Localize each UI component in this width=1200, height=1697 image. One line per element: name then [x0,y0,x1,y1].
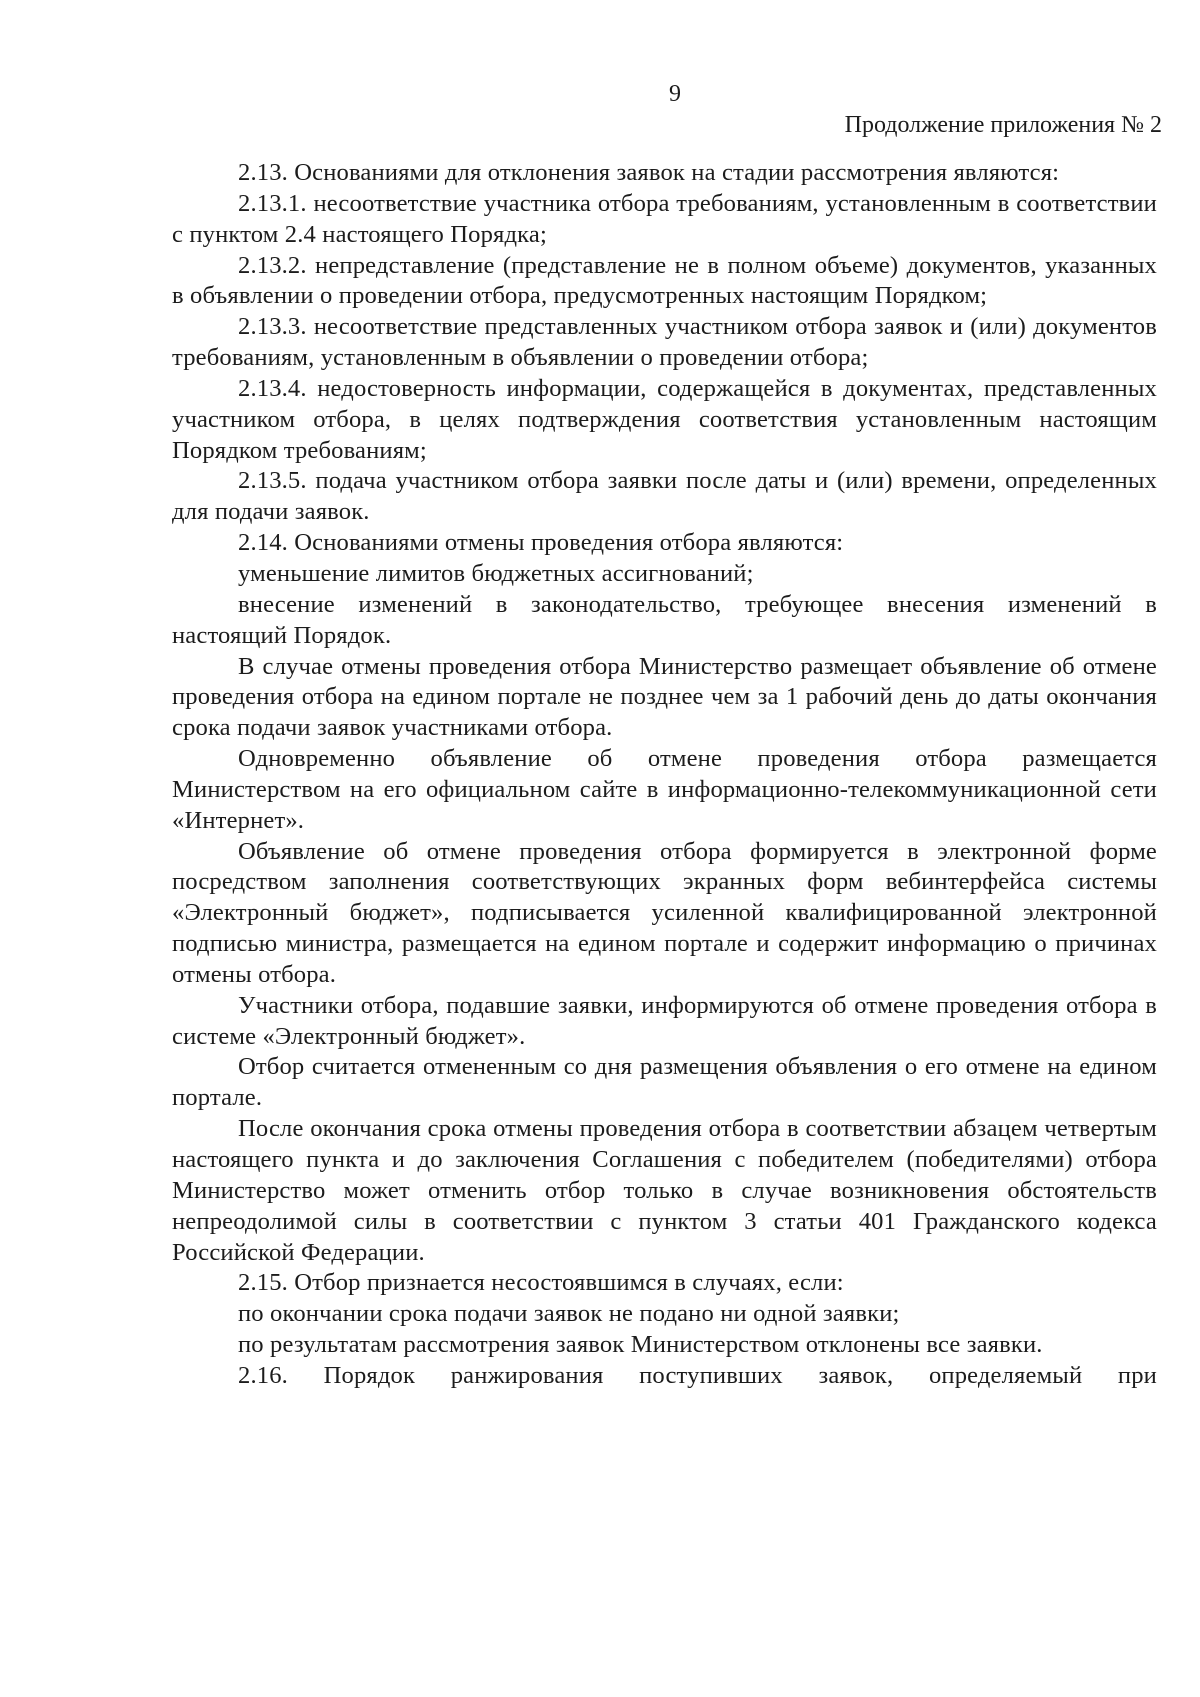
paragraph-2-16: 2.16. Порядок ранжирования поступивших заявок, определяемый при [238,1361,1157,1389]
paragraph-2-15-item-2: по результатам рассмотрения заявок Министерством отклонены все заявки. [238,1331,1043,1359]
paragraph-2-13-4: 2.13.4. недостоверность информации, содержащейся в документах, представленных участником отбора, в целях подтверждения соответствия установленным настоящим Порядком требованиям; [172,374,1157,464]
paragraph-2-13-2: 2.13.2. непредставление (представление не в полном объеме) документов, указанных в объявлении о проведении отбора, предусмотренных настоящим Порядком; [172,251,1157,310]
paragraph-2-15-item-1: по окончании срока подачи заявок не подано ни одной заявки; [238,1300,900,1328]
paragraph-2-13-3: 2.13.3. несоответствие представленных участником отбора заявок и (или) документов требованиям, установленным в объявлении о проведении отбора; [172,313,1157,372]
paragraph-2-13-1: 2.13.1. несоответствие участника отбора требованиям, установленным в соответствии с пунктом 2.4 настоящего Порядка; [172,189,1157,248]
paragraph-2-14-item-1: уменьшение лимитов бюджетных ассигнований; [238,559,754,587]
paragraph-2-15: 2.15. Отбор признается несостоявшимся в случаях, если: [238,1269,844,1297]
page-number: 9 [669,81,681,107]
paragraph-cancel-announcement: В случае отмены проведения отбора Министерство размещает объявление об отмене проведения отбора на едином портале не позднее чем за 1 рабочий день до даты окончания срока подачи заявок участниками отбора. [172,652,1157,742]
paragraph-2-14-item-2: внесение изменений в законодательство, требующее внесения изменений в настоящий Порядок. [172,590,1157,649]
paragraph-2-13: 2.13. Основаниями для отклонения заявок на стадии рассмотрения являются: [238,159,1060,186]
paragraph-simultaneous-posting: Одновременно объявление об отмене проведения отбора размещается Министерством на его официальном сайте в информационно-телекоммуникационной сети «Интернет». [172,745,1157,834]
paragraph-participants-informed: Участники отбора, подавшие заявки, информируются об отмене проведения отбора в системе «Электронный бюджет». [172,991,1157,1050]
paragraph-cancel-effective: Отбор считается отмененным со дня размещения объявления о его отмене на едином портале. [172,1053,1157,1112]
paragraph-force-majeure: После окончания срока отмены проведения отбора в соответствии абзацем четвертым настоящего пункта и до заключения Соглашения с победителем (победителями) отбора Министерство может отменить отбор только в случае возникновения обстоятельств непреодолимой силы в соответствии с пунктом 3 статьи 401 Гражданского кодекса Российской Федерации. [172,1115,1157,1266]
document-body [172,158,1157,1392]
appendix-continuation-note: Продолжение приложения № 2 [844,112,1162,138]
paragraph-2-13-5: 2.13.5. подача участником отбора заявки после даты и (или) времени, определенных для подачи заявок. [172,467,1157,526]
paragraph-2-14: 2.14. Основаниями отмены проведения отбора являются: [238,529,844,557]
paragraph-electronic-form: Объявление об отмене проведения отбора формируется в электронной форме посредством заполнения соответствующих экранных форм вебинтерфейса системы «Электронный бюджет», подписывается усиленной квалифицированной электронной подписью министра, размещается на едином портале и содержит информацию о причинах отмены отбора. [172,837,1157,988]
